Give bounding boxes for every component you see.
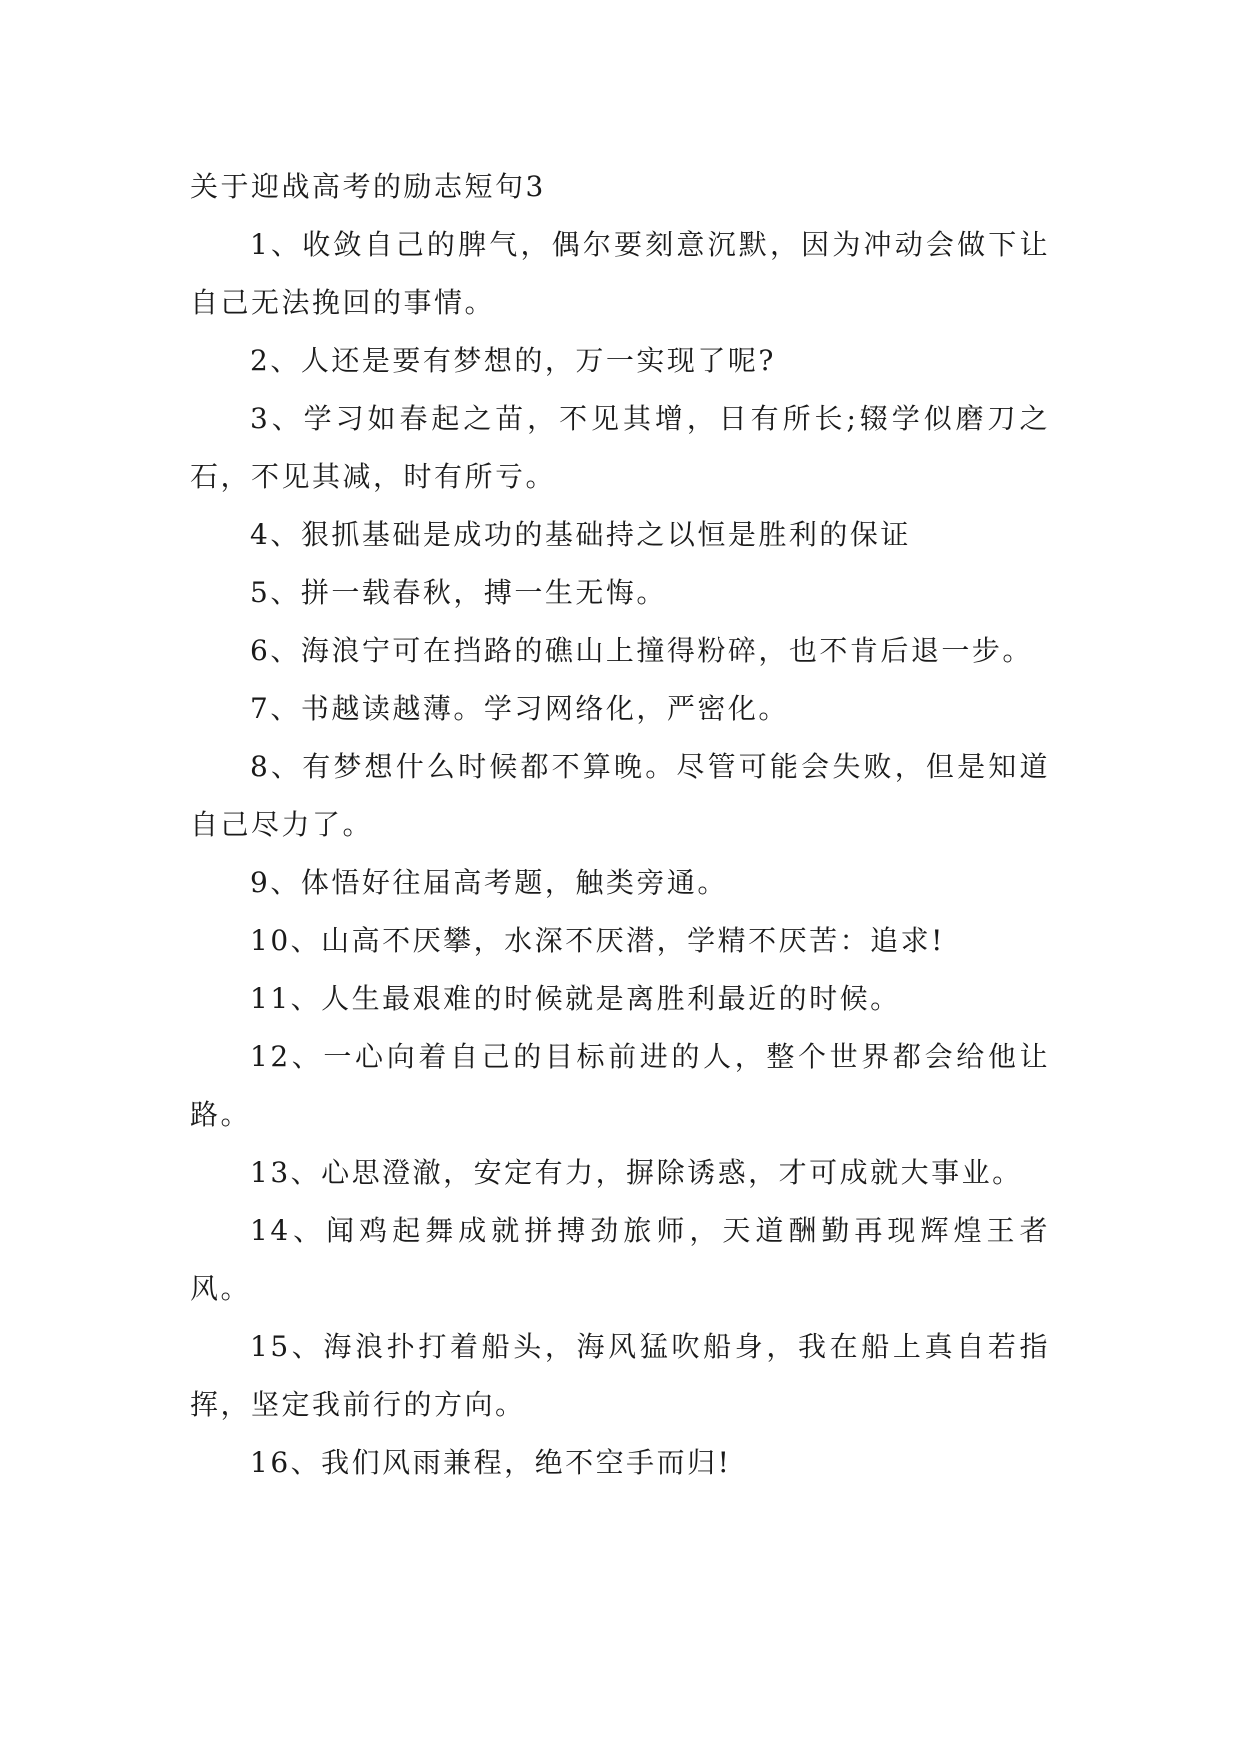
list-item-15: 15、海浪扑打着船头，海风猛吹船身，我在船上真自若指挥，坚定我前行的方向。	[190, 1330, 1050, 1421]
list-item-3: 3、学习如春起之苗，不见其增，日有所长;辍学似磨刀之石，不见其减，时有所亏。	[190, 402, 1050, 493]
list-item-12: 12、一心向着自己的目标前进的人，整个世界都会给他让路。	[190, 1040, 1050, 1131]
document-title: 关于迎战高考的励志短句3	[190, 170, 546, 203]
list-item-5: 5、拼一载春秋，搏一生无悔。	[250, 576, 667, 609]
list-item-14: 14、闻鸡起舞成就拼搏劲旅师，天道酬勤再现辉煌王者风。	[190, 1214, 1050, 1305]
list-item-4: 4、狠抓基础是成功的基础持之以恒是胜利的保证	[250, 518, 911, 551]
list-item-11: 11、人生最艰难的时候就是离胜利最近的时候。	[250, 982, 901, 1015]
list-item-13: 13、心思澄澈，安定有力，摒除诱惑，才可成就大事业。	[250, 1156, 1023, 1189]
list-item-8: 8、有梦想什么时候都不算晚。尽管可能会失败，但是知道自己尽力了。	[190, 750, 1050, 841]
list-item-6: 6、海浪宁可在挡路的礁山上撞得粉碎，也不肯后退一步。	[250, 634, 1033, 667]
list-item-16: 16、我们风雨兼程，绝不空手而归!	[250, 1446, 732, 1479]
list-item-9: 9、体悟好往届高考题，触类旁通。	[250, 866, 728, 899]
document-body	[190, 158, 1050, 1492]
list-item-10: 10、山高不厌攀，水深不厌潜，学精不厌苦：追求!	[250, 924, 945, 957]
list-item-7: 7、书越读越薄。学习网络化，严密化。	[250, 692, 789, 725]
list-item-1: 1、收敛自己的脾气，偶尔要刻意沉默，因为冲动会做下让自己无法挽回的事情。	[190, 228, 1050, 319]
list-item-2: 2、人还是要有梦想的，万一实现了呢?	[250, 344, 776, 377]
